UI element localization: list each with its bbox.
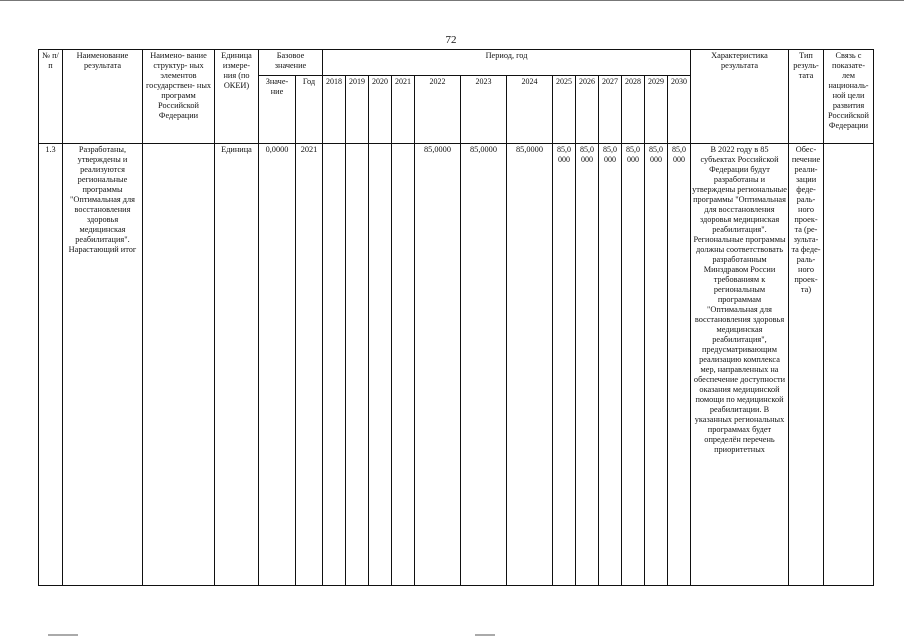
header-year-2027: 2027	[599, 76, 622, 144]
header-year-2023: 2023	[461, 76, 507, 144]
header-year-2026: 2026	[576, 76, 599, 144]
row-base-year: 2021	[296, 144, 323, 586]
row-result-type: Обес- печение реали- зации феде- раль- ного проек- та (ре- зульта- та феде- раль- ного проек- та)	[789, 144, 824, 586]
header-year-2024: 2024	[507, 76, 553, 144]
header-national-goal-link: Связь с показате- лем националь- ной цели развития Российской Федерации	[824, 50, 874, 144]
row-result-name: Разработаны, утверждены и реализуются региональные программы "Оптимальная для восстановления здоровья медицинская реабилитация". Нарастающий итог	[63, 144, 143, 586]
table-row	[39, 144, 874, 586]
row-value-2025: 85,0 000	[553, 144, 576, 586]
row-national-goal-link	[824, 144, 874, 586]
header-num: № п/п	[39, 50, 63, 144]
page-number: 72	[445, 34, 457, 46]
header-base-value-value: Значе- ние	[259, 76, 296, 144]
row-unit: Единица	[215, 144, 259, 586]
header-base-value-year: Год	[296, 76, 323, 144]
row-num: 1.3	[39, 144, 63, 586]
row-value-2020	[369, 144, 392, 586]
row-structural-elements	[143, 144, 215, 586]
row-value-2023: 85,0000	[461, 144, 507, 586]
row-value-2019	[346, 144, 369, 586]
header-year-2028: 2028	[622, 76, 645, 144]
row-value-2027: 85,0 000	[599, 144, 622, 586]
row-value-2026: 85,0 000	[576, 144, 599, 586]
row-value-2021	[392, 144, 415, 586]
row-characteristic: В 2022 году в 85 субъектах Российской Федерации будут разработаны и утверждены региональные программы "Оптимальная для восстановления здоровья медицинская реабилитация". Региональные программы должны соответствовать разработанным Минздравом России требованиям к региональным программам "Оптимальная для восстановления здоровья медицинская реабилитация", предусматривающим реализацию комплекса мер, направленных на обеспечение доступности оказания медицинской помощи по медицинской реабилитации. В указанных региональных программах будет определён перечень приоритетных	[691, 144, 789, 586]
row-value-2022: 85,0000	[415, 144, 461, 586]
page-top-border	[0, 0, 904, 1]
header-year-2021: 2021	[392, 76, 415, 144]
results-table	[38, 49, 874, 586]
header-structural-elements: Наимено- вание структур- ных элементов государствен- ных программ Российской Федерации	[143, 50, 215, 144]
header-result-name: Наименование результата	[63, 50, 143, 144]
header-year-2019: 2019	[346, 76, 369, 144]
header-year-2020: 2020	[369, 76, 392, 144]
row-value-2030: 85,0 000	[668, 144, 691, 586]
header-characteristic: Характеристика результата	[691, 50, 789, 144]
row-value-2024: 85,0000	[507, 144, 553, 586]
header-unit: Единица измере- ния (по ОКЕИ)	[215, 50, 259, 144]
row-base-value: 0,0000	[259, 144, 296, 586]
header-period: Период, год	[323, 50, 691, 76]
header-year-2022: 2022	[415, 76, 461, 144]
header-result-type: Тип резуль- тата	[789, 50, 824, 144]
row-value-2029: 85,0 000	[645, 144, 668, 586]
header-year-2018: 2018	[323, 76, 346, 144]
header-year-2029: 2029	[645, 76, 668, 144]
scan-artifact	[475, 634, 495, 636]
header-year-2025: 2025	[553, 76, 576, 144]
scan-artifact	[48, 634, 78, 636]
header-year-2030: 2030	[668, 76, 691, 144]
header-base-value: Базовое значение	[259, 50, 323, 76]
row-value-2018	[323, 144, 346, 586]
row-value-2028: 85,0 000	[622, 144, 645, 586]
